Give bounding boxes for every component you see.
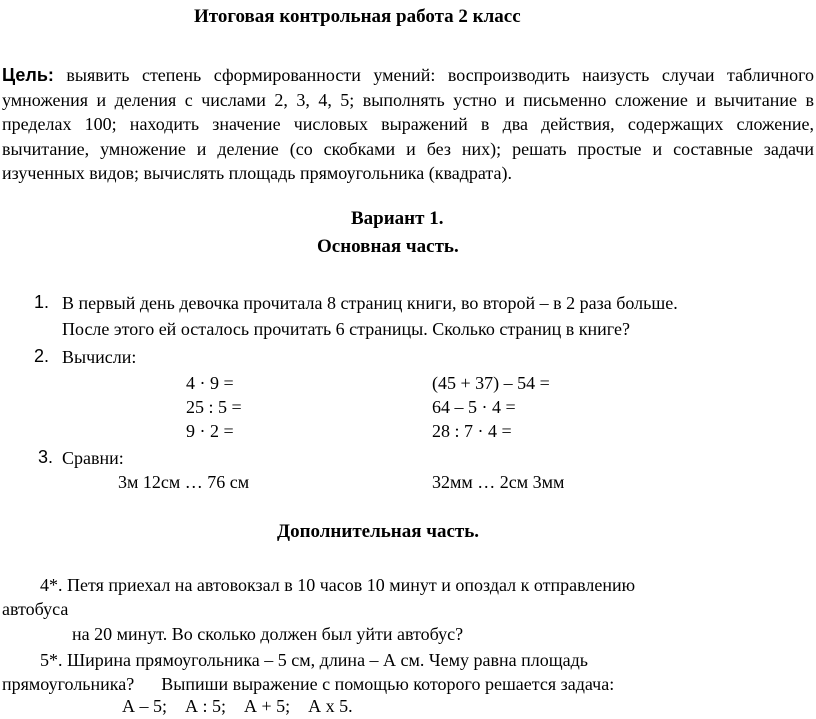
main-part-heading: Основная часть. (317, 236, 459, 257)
task2-expr-left-3: 9 · 2 = (186, 421, 234, 441)
variant-heading: Вариант 1. (351, 208, 444, 229)
goal-label: Цель: (2, 65, 54, 85)
task2-expr-right-3: 28 : 7 · 4 = (432, 421, 512, 441)
task1-line2: После этого ей осталось прочитать 6 страницы. Сколько страниц в книге? (62, 319, 630, 339)
task3-compare-right: 32мм … 2см 3мм (432, 472, 565, 492)
task2-number: 2. (34, 346, 50, 366)
task2-expr-left-1: 4 · 9 = (186, 373, 234, 393)
extra-part-heading: Дополнительная часть. (277, 521, 480, 542)
task5-options: А – 5; А : 5; А + 5; А х 5. (122, 696, 353, 716)
document-title: Итоговая контрольная работа 2 класс (194, 6, 521, 27)
task2-expr-right-1: (45 + 37) – 54 = (432, 373, 550, 393)
task2-expr-left-2: 25 : 5 = (186, 397, 242, 417)
goal-text: выявить степень сформированности умений: воспроизводить наизусть случаи табличного умножения и деления с числами 2, 3, 4, 5; выполнять устно и письменно сложение и вычитание в пределах 100; находить значение числовых выражений в два действия, содержащих сложение, вычитание, умножение и деление (со скобками и без них); решать простые и составные задачи изученных видов; вычислять площадь прямоугольника (квадрата). (2, 65, 814, 184)
task4-line3: на 20 минут. Во сколько должен был уйти автобус? (72, 624, 464, 644)
task4-line1: 4*. Петя приехал на автовокзал в 10 часов 10 минут и опоздал к отправлению (40, 575, 636, 595)
task5-line2: прямоугольника? Выпиши выражение с помощью которого решается задача: (2, 674, 615, 694)
task1-line1: В первый день девочка прочитала 8 страниц книги, во второй – в 2 раза больше. (62, 293, 678, 313)
task2-expr-right-2: 64 – 5 · 4 = (432, 397, 516, 417)
task2-label: Вычисли: (62, 347, 137, 367)
task3-label: Сравни: (62, 448, 124, 468)
goal-paragraph (2, 63, 814, 186)
task3-number: 3. (38, 447, 54, 467)
task4-line2: автобуса (2, 599, 69, 619)
task5-line1: 5*. Ширина прямоугольника – 5 см, длина – А см. Чему равна площадь (40, 650, 588, 670)
task1-number: 1. (34, 292, 50, 312)
task3-compare-left: 3м 12см … 76 см (118, 472, 250, 492)
